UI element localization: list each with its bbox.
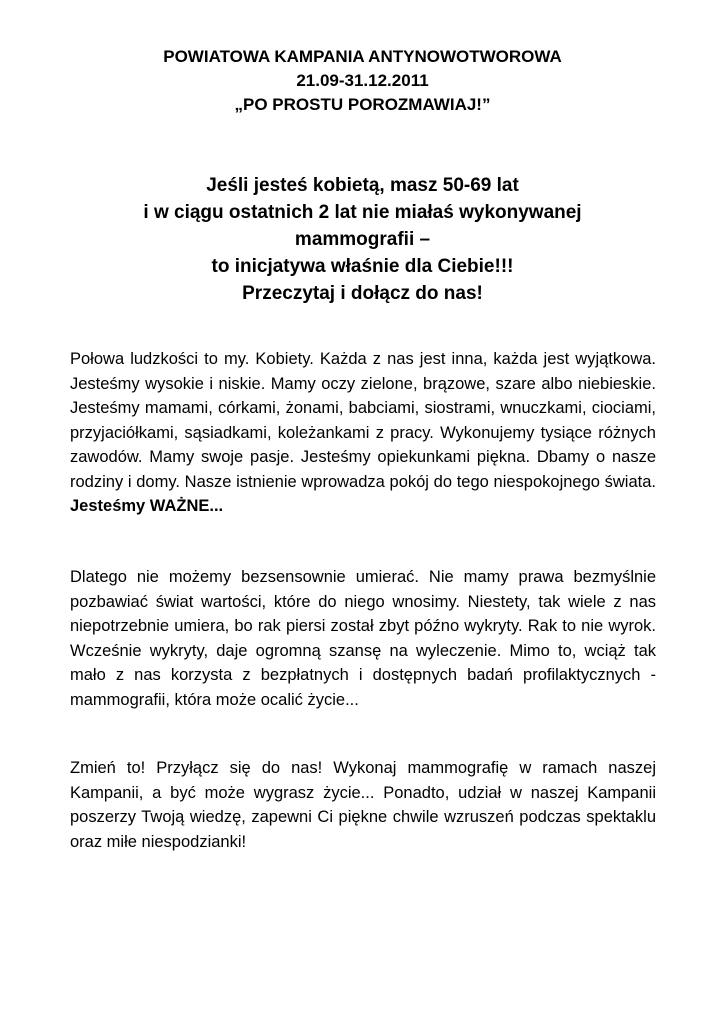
paragraph-1-emphasis: Jesteśmy WAŻNE... <box>70 497 224 515</box>
headline-line-4: to inicjatywa właśnie dla Ciebie!!! <box>211 256 514 277</box>
paragraph-3-text: Zmień to! Przyłącz się do nas! Wykonaj mammografię w ramach naszej Kampanii, a być może wygrasz życie... Ponadto, udział w naszej Kampanii poszerzy Twoją wiedzę, zapewni Ci piękne chwile wzruszeń podczas spektaklu oraz miłe niespodzianki! <box>70 759 656 851</box>
paragraph-1 <box>70 347 656 519</box>
paragraph-1-text: Połowa ludzkości to my. Kobiety. Każda z nas jest inna, każda jest wyjątkowa. Jesteśmy wysokie i niskie. Mamy oczy zielone, brązowe, szare albo niebieskie. Jesteśmy mamami, córkami, żonami, babciami, siostrami, wnuczkami, ciociami, przyjaciółkami, sąsiadkami, koleżankami z pracy. Wykonujemy tysiące różnych zawodów. Mamy swoje pasje. Jesteśmy opiekunkami piękna. Dbamy o nasze rodziny i domy. Nasze istnienie wprowadza pokój do tego niespokojnego świata. <box>70 350 656 491</box>
campaign-header <box>0 45 725 117</box>
headline-line-3: mammografii – <box>294 229 431 250</box>
headline-line-5: Przeczytaj i dołącz do nas! <box>242 283 483 304</box>
campaign-dates: 21.09-31.12.2011 <box>296 71 429 90</box>
paragraph-2 <box>70 565 656 712</box>
headline-line-1: Jeśli jesteś kobietą, masz 50-69 lat <box>206 175 519 196</box>
paragraph-3 <box>70 756 656 854</box>
campaign-title: POWIATOWA KAMPANIA ANTYNOWOTWOROWA <box>163 47 562 66</box>
headline-line-2: i w ciągu ostatnich 2 lat nie miałaś wykonywanej <box>143 202 582 223</box>
campaign-slogan: „PO PROSTU POROZMAWIAJ!” <box>234 95 491 114</box>
target-headline <box>60 172 665 307</box>
paragraph-2-text: Dlatego nie możemy bezsensownie umierać. Nie mamy prawa bezmyślnie pozbawiać świat wartości, które do niego wnosimy. Niestety, tak wiele z nas niepotrzebnie umiera, bo rak piersi został zbyt późno wykryty. Rak to nie wyrok. Wcześnie wykryty, daje ogromną szansę na wyleczenie. Mimo to, wciąż tak mało z nas korzysta z bezpłatnych i dostępnych badań profilaktycznych - mammografii, która może ocalić życie... <box>70 568 656 709</box>
